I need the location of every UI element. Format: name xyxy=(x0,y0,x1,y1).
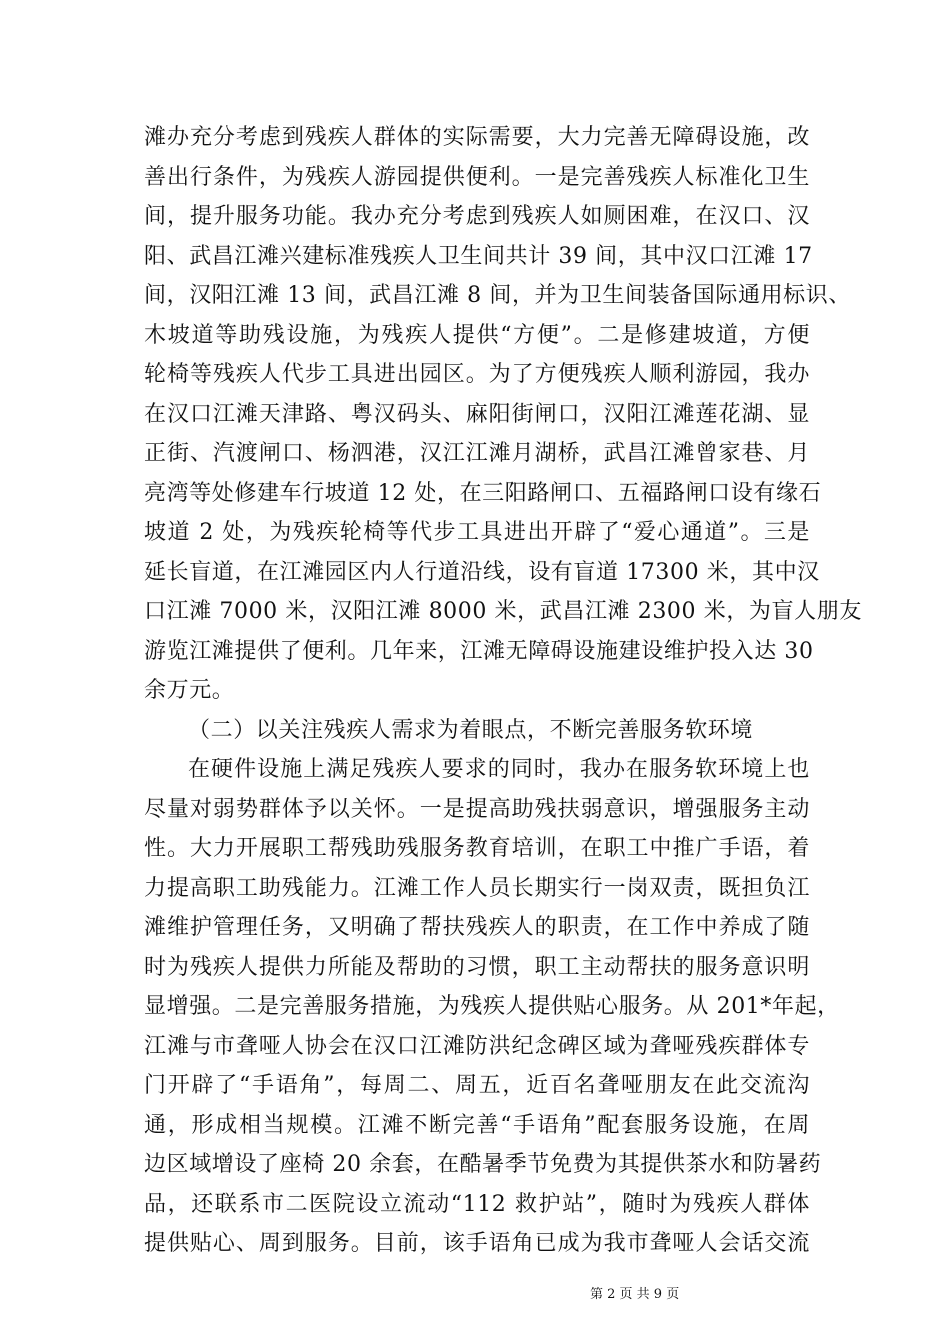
text-line: 轮椅等残疾人代步工具进出园区。为了方便残疾人顺利游园，我办 xyxy=(144,362,810,387)
text-line: 在硬件设施上满足残疾人要求的同时，我办在服务软环境上也 xyxy=(188,757,810,782)
text-line: 在汉口江滩天津路、粤汉码头、麻阳街闸口，汉阳江滩莲花湖、显 xyxy=(144,401,810,427)
text-line: 时为残疾人提供力所能及帮助的习惯，职工主动帮扶的服务意识明 xyxy=(144,954,810,980)
text-line: 阳、武昌江滩兴建标准残疾人卫生间共计 39 间，其中汉口江滩 17 xyxy=(144,243,813,269)
text-line: 提供贴心、周到服务。目前，该手语角已成为我市聋哑人会话交流 xyxy=(144,1231,810,1256)
text-line: 江滩与市聋哑人协会在汉口江滩防洪纪念碑区域为聋哑残疾群体专 xyxy=(144,1033,810,1059)
text-line: 显增强。二是完善服务措施，为残疾人提供贴心服务。从 201*年起， xyxy=(144,994,840,1019)
text-line: 延长盲道，在江滩园区内人行道沿线，设有盲道 17300 米，其中汉 xyxy=(144,559,820,585)
text-line: 善出行条件，为残疾人游园提供便利。一是完善残疾人标准化卫生 xyxy=(144,164,810,190)
text-line: 口江滩 7000 米，汉阳江滩 8000 米，武昌江滩 2300 米，为盲人朋友 xyxy=(144,599,862,624)
text-line: 尽量对弱势群体予以关怀。一是提高助残扶弱意识，增强服务主动 xyxy=(144,796,810,822)
text-line: 间，提升服务功能。我办充分考虑到残疾人如厕困难，在汉口、汉 xyxy=(144,204,810,229)
text-line: 亮湾等处修建车行坡道 12 处，在三阳路闸口、五福路闸口设有缘石 xyxy=(144,480,822,506)
text-line: 木坡道等助残设施，为残疾人提供“方便”。二是修建坡道，方便 xyxy=(144,322,810,348)
text-line: 边区域增设了座椅 20 余套，在酷暑季节免费为其提供茶水和防暑药 xyxy=(144,1152,822,1177)
text-line: 余万元。 xyxy=(144,678,235,703)
text-line: 通，形成相当规模。江滩不断完善“手语角”配套服务设施，在周 xyxy=(144,1112,810,1138)
text-line: 性。大力开展职工帮残助残服务教育培训，在职工中推广手语，着 xyxy=(144,836,810,861)
text-line: 力提高职工助残能力。江滩工作人员长期实行一岗双责，既担负江 xyxy=(144,875,810,901)
text-line: 间，汉阳江滩 13 间，武昌江滩 8 间，并为卫生间装备国际通用标识、 xyxy=(144,283,851,308)
text-line: 滩维护管理任务，又明确了帮扶残疾人的职责，在工作中养成了随 xyxy=(144,915,810,940)
text-line: 门开辟了“手语角”，每周二、周五，近百名聋哑朋友在此交流沟 xyxy=(144,1073,810,1098)
text-line: 正街、汽渡闸口、杨泗港，汉江江滩月湖桥，武昌江滩曾家巷、月 xyxy=(144,441,810,466)
section-heading: （二）以关注残疾人需求为着眼点，不断完善服务软环境 xyxy=(188,717,754,743)
body-text xyxy=(144,118,862,1264)
page-number: 第 2 页 共 9 页 xyxy=(590,1287,680,1302)
text-line: 坡道 2 处，为残疾轮椅等代步工具进出开辟了“爱心通道”。三是 xyxy=(144,520,810,545)
text-line: 游览江滩提供了便利。几年来，江滩无障碍设施建设维护投入达 30 xyxy=(144,638,814,664)
text-line: 滩办充分考虑到残疾人群体的实际需要，大力完善无障碍设施，改 xyxy=(144,125,810,150)
text-line: 品，还联系市二医院设立流动“112 救护站”，随时为残疾人群体 xyxy=(144,1191,810,1217)
